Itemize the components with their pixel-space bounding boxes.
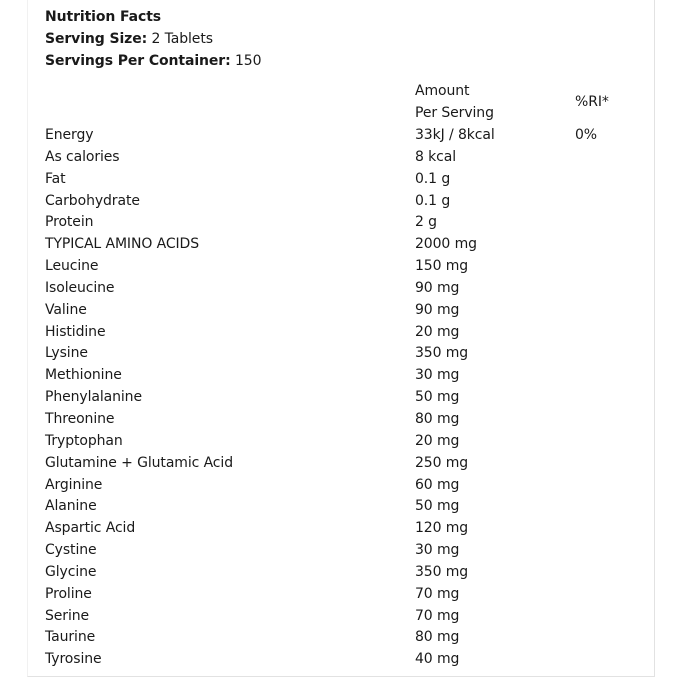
table-row [0, 343, 680, 365]
table-row [0, 169, 680, 191]
table-row [0, 496, 680, 518]
table-row [0, 562, 680, 584]
table-row [0, 147, 680, 169]
nutrient-name: Serine [45, 607, 90, 624]
nutrient-name: Phenylalanine [45, 389, 142, 406]
nutrient-name: Glycine [45, 563, 97, 580]
nutrient-name: Fat [45, 170, 66, 187]
table-row [0, 256, 680, 278]
nutrient-name: Taurine [45, 629, 96, 646]
nutrient-amount: 350 mg [415, 345, 469, 362]
nutrient-name: Tryptophan [45, 432, 123, 449]
nutrient-amount: 0.1 g [415, 170, 451, 187]
nutrient-name: Aspartic Acid [45, 520, 136, 537]
servings-label: Servings Per Container: [45, 53, 231, 69]
nutrient-name: Threonine [45, 410, 115, 427]
nutrient-amount: 40 mg [415, 651, 460, 668]
table-row [0, 191, 680, 213]
nutrient-table [0, 125, 680, 671]
nutrient-name: Methionine [45, 367, 122, 384]
table-row [0, 649, 680, 671]
nutrient-amount: 20 mg [415, 323, 460, 340]
nutrient-amount: 150 mg [415, 258, 469, 275]
table-row [0, 475, 680, 497]
nutrient-name: Energy [45, 127, 94, 143]
nutrient-amount: 70 mg [415, 585, 460, 602]
table-row [0, 431, 680, 453]
servings-value: 150 [234, 53, 262, 69]
nutrient-amount: 20 mg [415, 432, 460, 449]
nutrient-name: Lysine [45, 345, 88, 362]
amount-column-header-line1: Amount [415, 83, 470, 99]
nutrient-name: Protein [45, 214, 94, 231]
serving-size [45, 30, 213, 48]
table-row [0, 365, 680, 387]
table-row [0, 387, 680, 409]
nutrient-amount: 70 mg [415, 607, 460, 624]
nutrient-name: As calories [45, 148, 120, 165]
nutrition-title [45, 8, 161, 26]
title-text: Nutrition Facts [45, 9, 162, 25]
nutrient-amount: 30 mg [415, 542, 460, 559]
serving-size-value: 2 Tablets [151, 31, 213, 47]
nutrient-amount: 250 mg [415, 454, 469, 471]
nutrient-name: Histidine [45, 323, 106, 340]
table-row [0, 584, 680, 606]
table-row [0, 453, 680, 475]
table-row [0, 606, 680, 628]
table-row [0, 212, 680, 234]
nutrient-name: Isoleucine [45, 279, 115, 296]
nutrient-ri: 0% [575, 127, 598, 143]
table-row [0, 627, 680, 649]
nutrient-name: Tyrosine [45, 651, 102, 668]
nutrient-amount: 2000 mg [415, 236, 477, 253]
nutrient-amount: 50 mg [415, 498, 460, 515]
nutrient-amount: 2 g [415, 214, 437, 231]
nutrient-amount: 60 mg [415, 476, 460, 493]
nutrient-amount: 33kJ / 8kcal [415, 127, 495, 143]
servings-per-container [45, 52, 261, 70]
nutrient-name: Valine [45, 301, 87, 318]
nutrient-amount: 50 mg [415, 389, 460, 406]
nutrient-amount: 0.1 g [415, 192, 451, 209]
nutrient-amount: 90 mg [415, 301, 460, 318]
serving-size-label: Serving Size: [45, 31, 148, 47]
nutrient-amount: 120 mg [415, 520, 469, 537]
table-row [0, 300, 680, 322]
nutrient-amount: 350 mg [415, 563, 469, 580]
ri-column-header: %RI* [575, 94, 609, 110]
table-row [0, 540, 680, 562]
nutrient-name: Cystine [45, 542, 97, 559]
table-row [0, 322, 680, 344]
nutrient-amount: 8 kcal [415, 148, 457, 165]
nutrient-name: Arginine [45, 476, 103, 493]
nutrient-amount: 30 mg [415, 367, 460, 384]
nutrient-name: Leucine [45, 258, 99, 275]
table-row [0, 518, 680, 540]
table-row [0, 234, 680, 256]
nutrient-amount: 80 mg [415, 410, 460, 427]
amount-column-header-line2: Per Serving [415, 105, 494, 121]
nutrient-name: Proline [45, 585, 92, 602]
nutrient-name: TYPICAL AMINO ACIDS [45, 236, 200, 253]
nutrient-name: Glutamine + Glutamic Acid [45, 454, 233, 471]
nutrient-amount: 80 mg [415, 629, 460, 646]
nutrient-name: Carbohydrate [45, 192, 140, 209]
nutrient-name: Alanine [45, 498, 97, 515]
nutrient-amount: 90 mg [415, 279, 460, 296]
table-row [0, 125, 680, 147]
table-row [0, 409, 680, 431]
table-row [0, 278, 680, 300]
